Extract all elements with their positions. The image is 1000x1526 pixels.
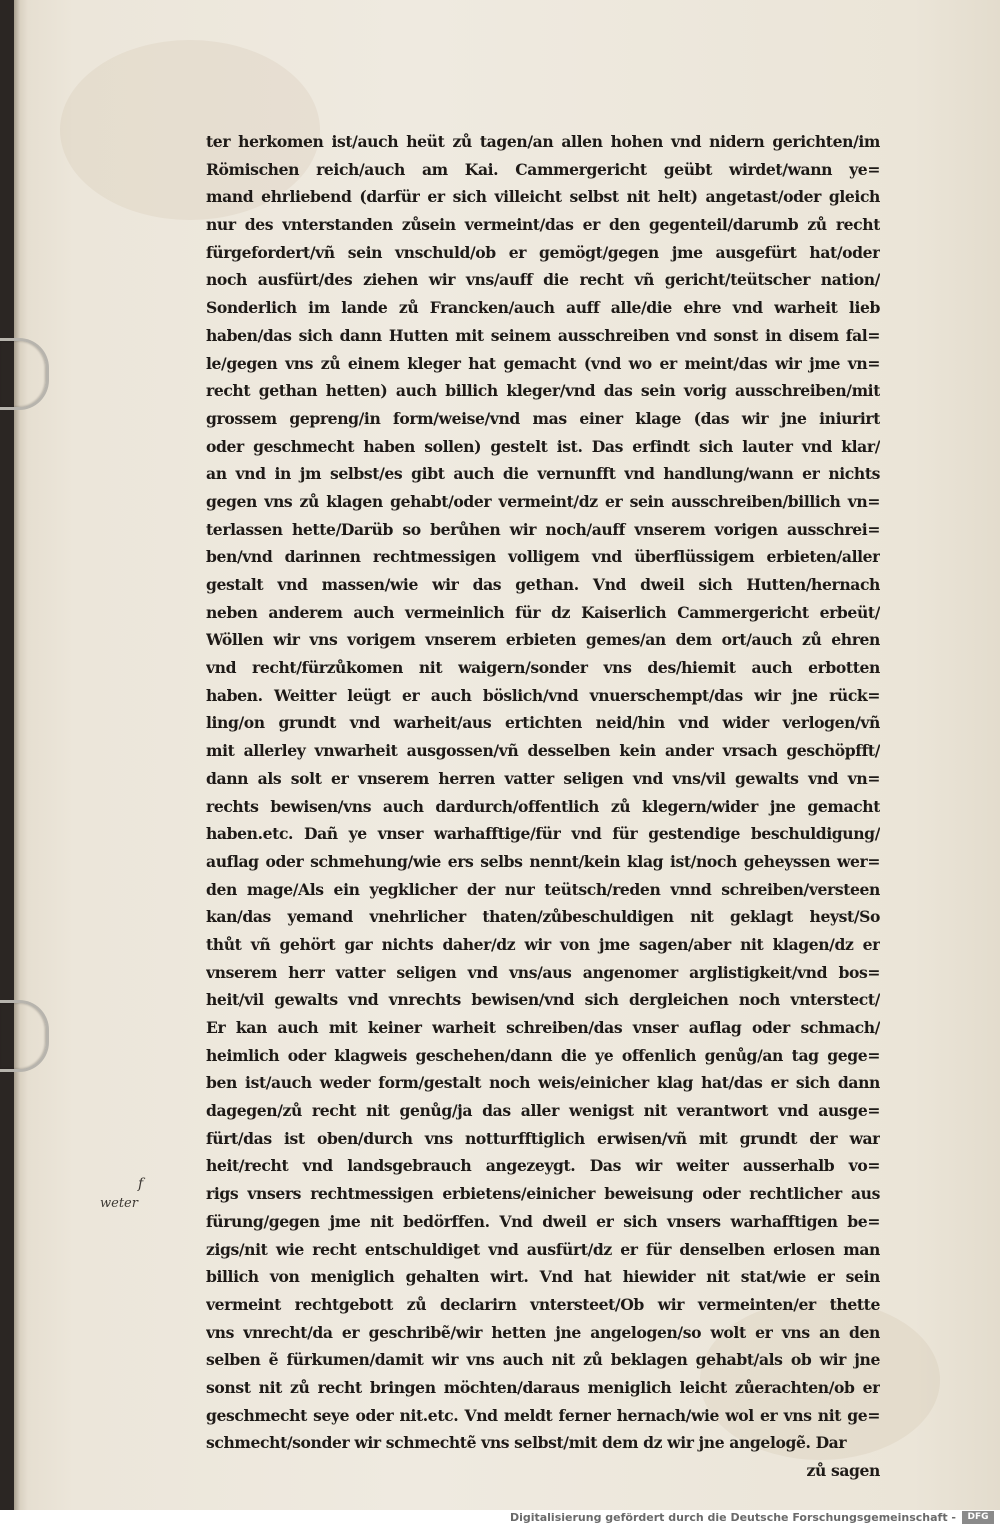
page-edge [14,0,20,1510]
text-line: heimlich oder klagweis geschehen/dann die ye offenlich genůg/an tag gege= [206,1045,880,1065]
text-line: le/gegen vns zů einem kleger hat gemacht (vnd wo er meint/das wir jme vn= [206,353,880,373]
text-line: vns vnrecht/da er geschribẽ/wir hetten jne angelogen/so wolt er vns an den [206,1322,880,1342]
text-line: dann als solt er vnserem herren vatter seligen vnd vns/vil gewalts vnd vn= [206,768,880,788]
text-line: ben/vnd darinnen rechtmessigen volligem vnd überflüssigem erbieten/aller [206,547,880,567]
text-line: vermeint rechtgebott zů declarirn vntersteet/Ob wir vermeinten/er thette [206,1294,880,1314]
text-line: ben ist/auch weder form/gestalt noch weis/einicher klag hat/das er sich dann [206,1073,880,1093]
text-line: Er kan auch mit keiner warheit schreiben/das vnser auflag oder schmach/ [206,1018,880,1037]
text-line: sonst nit zů recht bringen möchten/daraus meniglich leicht zůerachten/ob er [206,1377,880,1397]
text-line: vnserem herr vatter seligen vnd vns/aus angenomer arglistigkeit/vnd bos= [206,962,880,982]
text-line: ling/on grundt vnd warheit/aus ertichten neid/hin vnd wider verlogen/vñ [206,713,880,733]
text-line: terlassen hette/Darüb so berůhen wir noch/auff vnserem vorigen ausschrei= [206,519,880,539]
binding-clip [0,338,49,410]
text-line: zigs/nit wie recht entschuldiget vnd ausfürt/dz er für denselben erlosen man [206,1239,880,1259]
text-line: neben anderem auch vermeinlich für dz Kaiserlich Cammergericht erbeüt/ [206,602,880,622]
text-line: mand ehrliebend (darfür er sich villeicht selbst nit helt) angetast/oder gleich [206,187,880,207]
text-line: oder geschmecht haben sollen) gestelt ist. Das erfindt sich lauter vnd klar/ [206,436,880,456]
text-line: rechts bewisen/vns auch dardurch/offentlich zů klegern/wider jne gemacht [206,796,880,816]
text-line: haben.etc. Dañ ye vnser warhafftige/für vnd für gestendige beschuldigung/ [206,824,880,844]
binding-clip [0,1000,49,1072]
text-line: vnd recht/fürzůkomen nit waigern/sonder vns des/hiemit auch erbotten [206,658,880,678]
text-line: billich von meniglich gehalten wirt. Vnd hat hiewider nit stat/wie er sein [206,1267,880,1287]
text-line: Wöllen wir vns vorigem vnserem erbieten gemes/an dem ort/auch zů ehren [206,630,880,650]
text-line: nur des vnterstanden zůsein vermeint/das er den gegenteil/darumb zů recht [206,215,880,235]
text-line: schmecht/sonder wir schmechtẽ vns selbst/mit dem dz wir jne angelogẽ. Dar [206,1433,847,1453]
text-line: heit/vil gewalts vnd vnrechts bewisen/vnd sich dergleichen noch vnterstect/ [206,990,880,1010]
text-line: mit allerley vnwarheit ausgossen/vñ desselben kein ander vrsach geschöpfft/ [206,741,880,761]
text-line: auflag oder schmehung/wie ers selbs nennt/kein klag ist/noch geheyssen wer= [206,851,880,871]
text-line: ter herkomen ist/auch heüt zů tagen/an allen hohen vnd nidern gerichten/im [206,132,880,151]
body-text [206,128,880,1485]
text-line: gegen vns zů klagen gehabt/oder vermeint/dz er sein ausschreiben/billich vn= [206,491,880,511]
funding-credit: Digitalisierung gefördert durch die Deutsche Forschungsgemeinschaft - [509,1511,956,1524]
text-line: an vnd in jm selbst/es gibt auch die vernunfft vnd handlung/wann er nichts [206,464,880,484]
marginal-note [100,1174,180,1214]
text-line: rigs vnsers rechtmessigen erbietens/einicher beweisung oder rechtlicher aus [206,1184,880,1204]
text-line: fürgefordert/vñ sein vnschuld/ob er gemögt/gegen jme ausgefürt hat/oder [206,242,880,262]
text-line: selben ẽ fürkumen/damit wir vns auch nit zů beklagen gehabt/als ob wir jne [206,1350,880,1370]
text-line: heit/recht vnd landsgebrauch angezeygt. Das wir weiter ausserhalb vo= [206,1156,880,1176]
text-line: dagegen/zů recht nit genůg/ja das aller wenigst nit verantwort vnd ausge= [206,1101,880,1121]
marginal-note-line: weter [100,1196,138,1211]
text-line: recht gethan hetten) auch billich kleger/vnd das sein vorig ausschreiben/mit [206,381,880,401]
text-line: haben. Weitter leügt er auch böslich/vnd vnuerschempt/das wir jne rück= [206,685,880,705]
dfg-logo: DFG [962,1511,994,1524]
text-line: thůt vñ gehört gar nichts daher/dz wir von jme sagen/aber nit klagen/dz er [206,934,880,954]
text-line: fürt/das ist oben/durch vns notturfftiglich erwisen/vñ mit grundt der war [206,1128,880,1148]
text-line: kan/das yemand vnehrlicher thaten/zůbeschuldigen nit geklagt heyst/So [206,907,880,927]
text-line: noch ausfürt/des ziehen wir vns/auff die recht vñ gericht/teütscher nation/ [206,270,880,290]
text-line: den mage/Als ein yegklicher der nur teütsch/reden vnnd schreiben/versteen [206,879,880,899]
catchword: zů sagen [806,1461,880,1480]
text-line: fürung/gegen jme nit bedörffen. Vnd dweil er sich vnsers warhafftigen be= [206,1211,880,1231]
text-line: grossem gepreng/in form/weise/vnd mas einer klage (das wir jne iniurirt [206,408,880,428]
text-line: haben/das sich dann Hutten mit seinem ausschreiben vnd sonst in disem fal= [206,325,880,345]
text-line: Sonderlich im lande zů Francken/auch auff alle/die ehre vnd warheit lieb [206,298,880,318]
marginal-note-line: f [138,1176,144,1192]
text-line: gestalt vnd massen/wie wir das gethan. Vnd dweil sich Hutten/hernach [206,575,880,594]
text-line: geschmecht seye oder nit.etc. Vnd meldt ferner hernach/wie wol er vns nit ge= [206,1405,880,1425]
text-line: Römischen reich/auch am Kai. Cammergericht geübt wirdet/wann ye= [206,159,880,179]
